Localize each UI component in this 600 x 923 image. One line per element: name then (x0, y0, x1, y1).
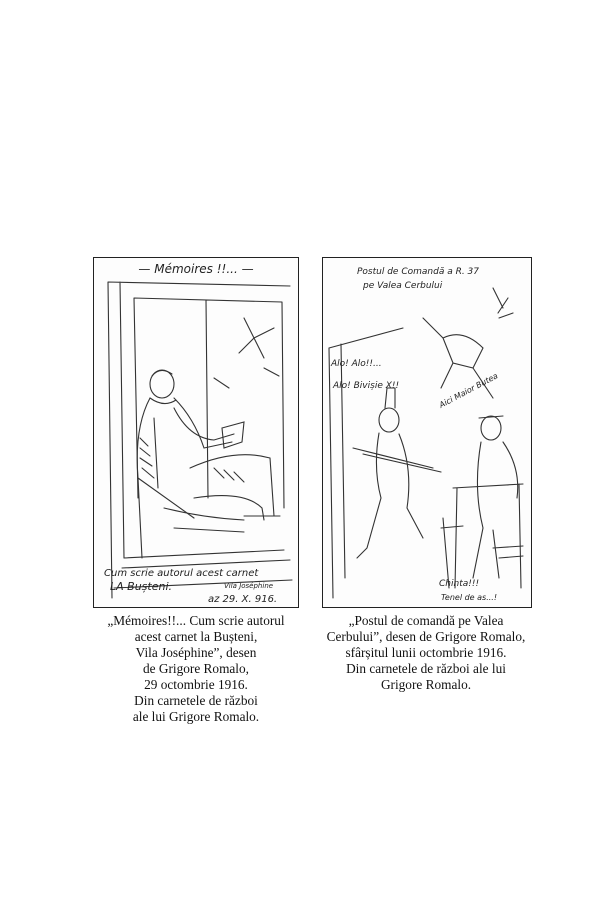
sketch-postul-speech-1: Alo! Alo!!... (331, 359, 382, 369)
caption-line: Grigore Romalo. (380, 677, 472, 692)
sketch-postul-title-1: Postul de Comandă a R. 37 (357, 267, 479, 277)
caption-line: de Grigore Romalo, (143, 661, 249, 676)
sketch-postul-speech-5: Tenel de as...! (441, 593, 498, 602)
sketch-memoires-inscription-1: Cum scrie autorul acest carnet (104, 568, 259, 579)
caption-line: Cerbului”, desen de Grigore Romalo, (326, 629, 526, 644)
sketch-postul-speech-4: Chinta!!! (439, 579, 480, 589)
caption-line: acest carnet la Bușteni, (134, 629, 258, 644)
caption-postul-de-comanda (300, 613, 552, 693)
sketch-memoires-villa-note: Vila Joséphine (224, 582, 274, 590)
sketch-postul-speech-3: Aici Maior Butea (437, 371, 500, 410)
sketch-postul-drawing (323, 258, 531, 607)
caption-line: ale lui Grigore Romalo. (132, 709, 260, 724)
caption-line: „Mémoires!!... Cum scrie autorul (107, 613, 285, 628)
caption-line: sfârșitul lunii octombrie 1916. (345, 645, 507, 660)
caption-line: Vila Joséphine”, desen (135, 645, 257, 660)
sketch-memoires (93, 257, 299, 608)
sketch-memoires-date: az 29. X. 916. (208, 594, 278, 605)
sketch-memoires-inscription-2: LA Bușteni. (110, 580, 173, 593)
sketch-postul-title-2: pe Valea Cerbului (363, 281, 443, 291)
sketch-memoires-drawing (94, 258, 298, 607)
sketch-memoires-title: — Mémoires !!... — (138, 262, 254, 276)
caption-line: Din carnetele de război ale lui (346, 661, 506, 676)
caption-line: „Postul de comandă pe Valea (348, 613, 504, 628)
caption-memoires (70, 613, 322, 725)
sketch-postul-speech-2: Alo! Bivișie X!! (333, 381, 400, 391)
caption-line: 29 octombrie 1916. (144, 677, 248, 692)
caption-line: Din carnetele de război (134, 693, 258, 708)
sketch-postul-de-comanda (322, 257, 532, 608)
